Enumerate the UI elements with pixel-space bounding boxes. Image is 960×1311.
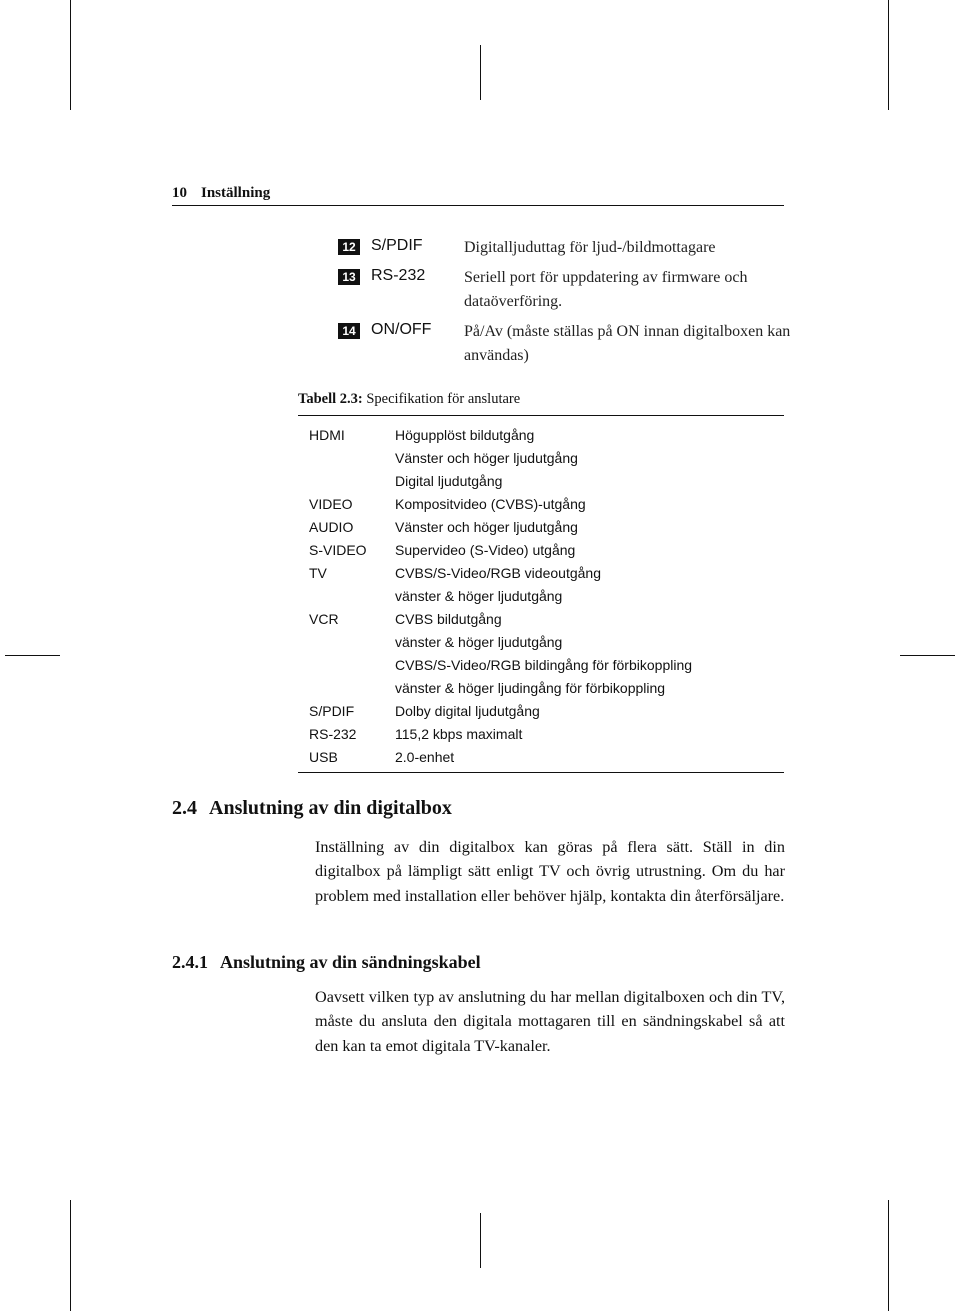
description-cell: Vänster och höger ljudutgång [395, 450, 578, 466]
header-rule [172, 205, 784, 206]
connector-number-badge: 14 [338, 323, 360, 339]
crop-mark [70, 1200, 71, 1311]
connector-cell: VCR [309, 611, 339, 627]
connector-description: På/Av (måste ställas på ON innan digitalboxen kan användas) [464, 323, 791, 364]
connector-cell: USB [309, 749, 338, 765]
crop-mark [888, 1200, 889, 1311]
subsection-number: 2.4.1 [172, 952, 208, 972]
description-cell: Kompositvideo (CVBS)-utgång [395, 496, 586, 512]
running-header [172, 185, 784, 202]
table-row [298, 654, 784, 677]
description-cell: CVBS/S-Video/RGB bildingång för förbikoppling [395, 657, 693, 673]
connector-number-badge: 12 [338, 239, 360, 255]
connector-description: Seriell port för uppdatering av firmware och dataöverföring. [464, 269, 748, 310]
description-cell: 2.0-enhet [395, 749, 455, 765]
table-row [298, 608, 784, 631]
connector-name: ON/OFF [371, 321, 432, 338]
description-cell: Digital ljudutgång [395, 473, 503, 489]
connector-item [338, 321, 791, 364]
subsection-paragraph: Oavsett vilken typ av anslutning du har mellan digitalboxen och din TV, måste du ansluta den digitala mottagaren till en sändningskabel så att den kan ta emot digitala TV-kanaler. [315, 988, 785, 1055]
crop-mark [70, 0, 71, 110]
connector-name: S/PDIF [371, 237, 423, 254]
connector-cell: VIDEO [309, 496, 353, 512]
table-row [298, 493, 784, 516]
table-row [298, 700, 784, 723]
table-row [298, 424, 784, 447]
description-cell: Högupplöst bildutgång [395, 427, 535, 443]
table-row [298, 585, 784, 608]
description-cell: CVBS bildutgång [395, 611, 502, 627]
table-caption-label: Tabell 2.3: [298, 391, 363, 407]
connector-description: Digitalljuduttag för ljud-/bildmottagare [464, 239, 716, 256]
subsection-heading [172, 952, 481, 973]
connector-cell: RS-232 [309, 726, 357, 742]
subsection-title: Anslutning av din sändningskabel [220, 952, 481, 972]
chapter-title: Inställning [201, 185, 271, 201]
connector-cell: HDMI [309, 427, 345, 443]
spec-table [298, 415, 784, 773]
table-caption-text: Specifikation för anslutare [366, 391, 521, 407]
crop-mark [480, 45, 481, 100]
section-title: Anslutning av din digitalbox [209, 797, 452, 819]
section-paragraph: Inställning av din digitalbox kan göras på flera sätt. Ställ in din digitalbox på lämpligt sätt enligt TV och övrig utrustning. Om du har problem med installation eller behöver hjälp, kontakta din återförsäljare. [315, 838, 785, 905]
crop-mark [888, 0, 889, 110]
page-number: 10 [172, 185, 187, 201]
table-row [298, 539, 784, 562]
table-row [298, 470, 784, 493]
connector-item [338, 267, 748, 310]
table-row [298, 746, 784, 769]
crop-mark [5, 655, 60, 656]
crop-mark [480, 1213, 481, 1268]
connector-item [338, 237, 716, 256]
table-caption [298, 391, 520, 408]
table-row [298, 631, 784, 654]
description-cell: vänster & höger ljudutgång [395, 634, 563, 650]
description-cell: vänster & höger ljudingång för förbikoppling [395, 680, 666, 696]
connector-number-badge: 13 [338, 269, 360, 285]
description-cell: CVBS/S-Video/RGB videoutgång [395, 565, 601, 581]
connector-name: RS-232 [371, 267, 426, 284]
table-row [298, 723, 784, 746]
description-cell: Supervideo (S-Video) utgång [395, 542, 576, 558]
table-row [298, 447, 784, 470]
section-number: 2.4 [172, 797, 197, 819]
section-heading [172, 797, 452, 820]
table-row [298, 562, 784, 585]
description-cell: 115,2 kbps maximalt [395, 726, 523, 742]
connector-cell: S-VIDEO [309, 542, 367, 558]
description-cell: vänster & höger ljudutgång [395, 588, 563, 604]
connector-cell: AUDIO [309, 519, 354, 535]
description-cell: Dolby digital ljudutgång [395, 703, 540, 719]
description-cell: Vänster och höger ljudutgång [395, 519, 578, 535]
crop-mark [900, 655, 955, 656]
connector-cell: S/PDIF [309, 703, 355, 719]
table-row [298, 516, 784, 539]
connector-cell: TV [309, 565, 327, 581]
table-row [298, 677, 784, 700]
